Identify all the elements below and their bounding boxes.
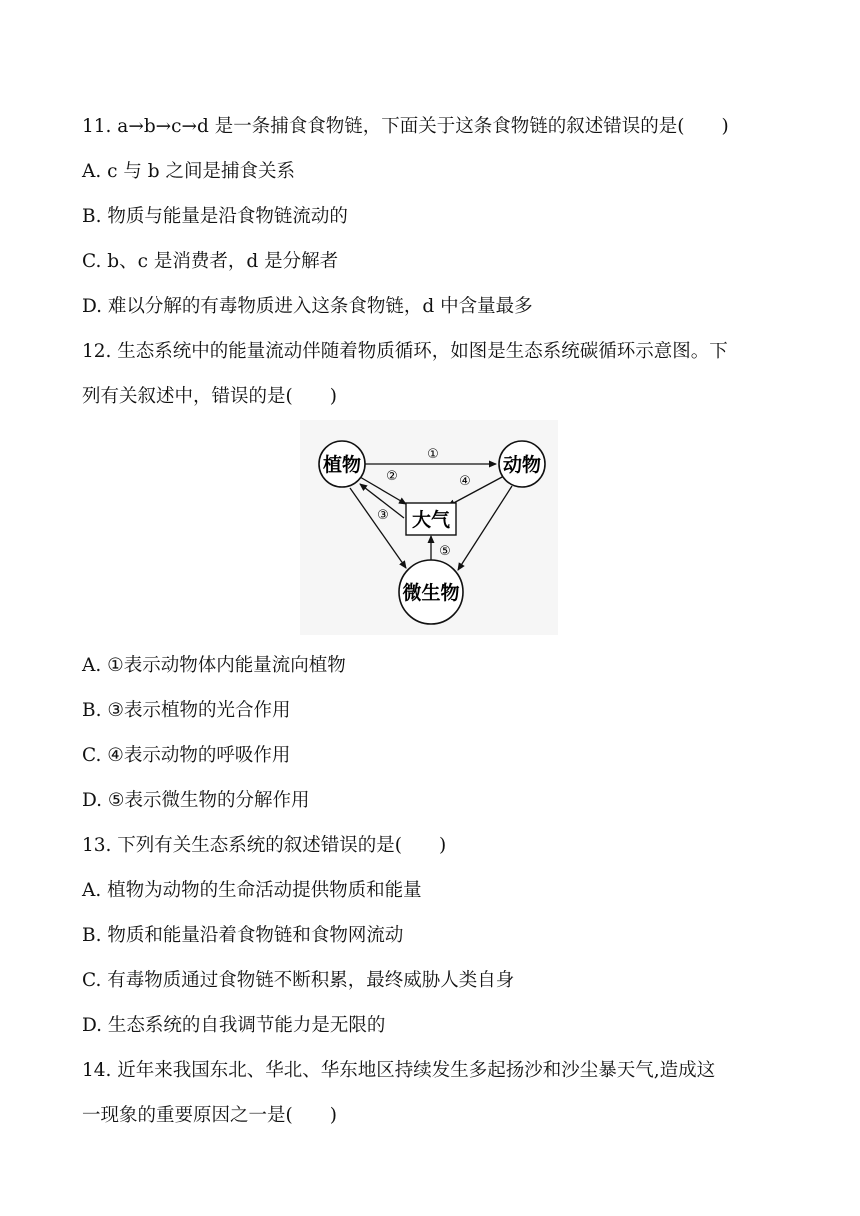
question-11-option-a: A. c 与 b 之间是捕食关系 bbox=[82, 161, 295, 182]
question-13-stem: 13. 下列有关生态系统的叙述错误的是( ) bbox=[82, 835, 447, 856]
question-12-stem-line-1: 12. 生态系统中的能量流动伴随着物质循环，如图是生态系统碳循环示意图。下 bbox=[82, 341, 728, 362]
carbon-cycle-diagram bbox=[300, 420, 558, 635]
question-12-option-d: D. ⑤表示微生物的分解作用 bbox=[82, 790, 310, 811]
animal-label: 动物 bbox=[502, 454, 542, 476]
question-12-option-a: A. ①表示动物体内能量流向植物 bbox=[82, 655, 346, 676]
label-3: ③ bbox=[377, 508, 389, 523]
question-13-option-b: B. 物质和能量沿着食物链和食物网流动 bbox=[82, 925, 404, 946]
question-12-stem-line-2: 列有关叙述中，错误的是( ) bbox=[82, 386, 337, 407]
atmosphere-label: 大气 bbox=[411, 509, 451, 531]
label-4: ④ bbox=[459, 474, 471, 489]
label-5: ⑤ bbox=[439, 544, 451, 559]
question-14-stem-line-2: 一现象的重要原因之一是( ) bbox=[82, 1105, 337, 1126]
question-13-option-c: C. 有毒物质通过食物链不断积累，最终威胁人类自身 bbox=[82, 970, 515, 991]
question-11-option-d: D. 难以分解的有毒物质进入这条食物链，d 中含量最多 bbox=[82, 296, 533, 317]
label-1: ① bbox=[427, 447, 439, 462]
question-14-stem-line-1: 14. 近年来我国东北、华北、华东地区持续发生多起扬沙和沙尘暴天气,造成这 bbox=[82, 1060, 716, 1081]
question-12-option-c: C. ④表示动物的呼吸作用 bbox=[82, 745, 291, 766]
question-13-option-d: D. 生态系统的自我调节能力是无限的 bbox=[82, 1015, 386, 1036]
microbe-label: 微生物 bbox=[402, 582, 460, 604]
label-2: ② bbox=[386, 469, 398, 484]
question-13-option-a: A. 植物为动物的生命活动提供物质和能量 bbox=[82, 880, 422, 901]
plant-label: 植物 bbox=[322, 454, 362, 476]
question-11-option-b: B. 物质与能量是沿食物链流动的 bbox=[82, 206, 348, 227]
question-12-option-b: B. ③表示植物的光合作用 bbox=[82, 700, 291, 721]
question-11-option-c: C. b、c 是消费者，d 是分解者 bbox=[82, 251, 339, 272]
question-11-stem: 11. a→b→c→d 是一条捕食食物链，下面关于这条食物链的叙述错误的是( ) bbox=[82, 116, 729, 137]
